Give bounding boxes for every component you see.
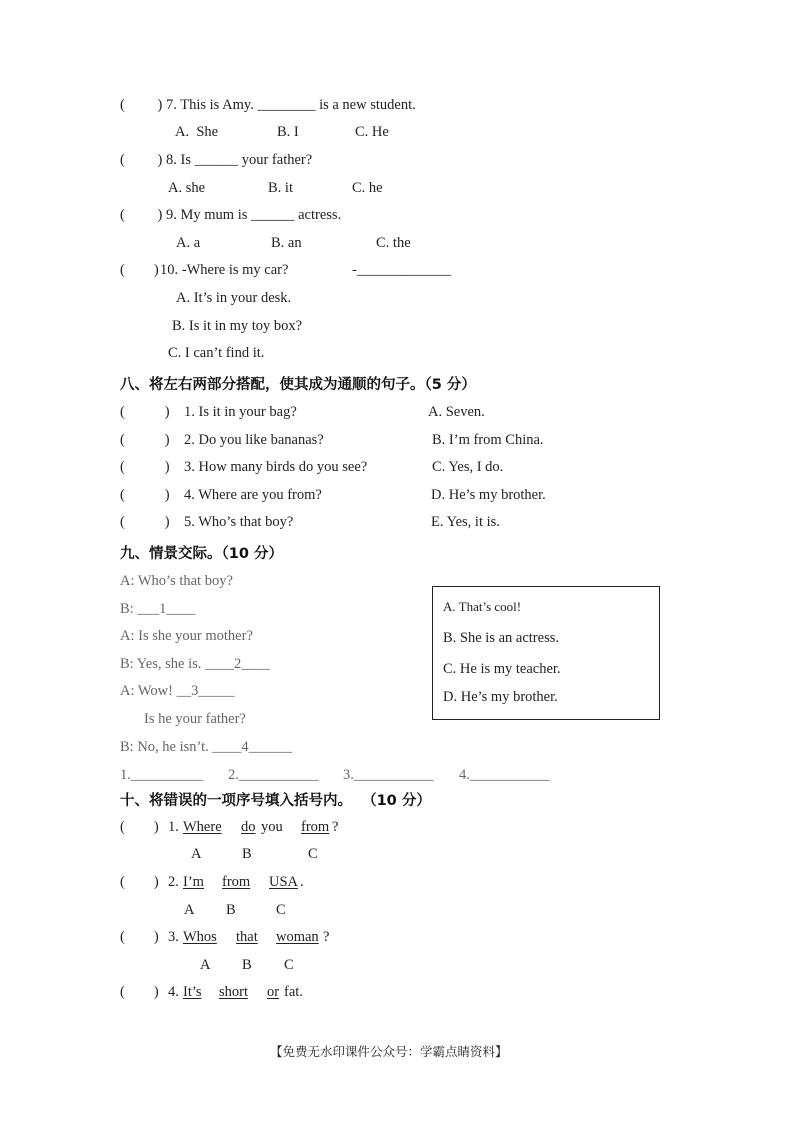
match-answer-b: B. I’m from China. [432, 432, 544, 448]
answer-blank-2[interactable]: 2.___________ [228, 767, 319, 783]
q9-option-c: C. the [376, 235, 411, 251]
err-q1-label-a: A [191, 846, 202, 862]
err-q3-num: 3. [168, 929, 179, 945]
box-option-c: C. He is my teacher. [443, 661, 561, 677]
err-q3-word-a: Whos [183, 929, 217, 945]
q7-option-a: A. She [175, 124, 219, 140]
answer-blank-4[interactable]: 4.___________ [459, 767, 550, 783]
match-question-5: 5. Who’s that boy? [184, 514, 294, 530]
dialog-line-6: Is he your father? [144, 711, 246, 727]
section9-title: 九、情景交际。（10 分） [120, 546, 283, 562]
err-q4-paren[interactable]: ( ) [120, 984, 159, 1000]
err-q1-word-a: Where [183, 819, 222, 835]
box-option-a: A. That’s cool! [443, 599, 522, 614]
match-question-1: 1. Is it in your bag? [184, 404, 297, 420]
q9-text: 9. My mum is ______ actress. [166, 207, 342, 223]
options-box [432, 586, 660, 720]
dialog-line-2[interactable]: B: ___1____ [120, 601, 196, 617]
match-paren-2[interactable]: ( ) [120, 432, 170, 448]
err-q1-paren[interactable]: ( ) [120, 819, 159, 835]
q10-option-b: B. Is it in my toy box? [172, 318, 303, 334]
err-q3-label-c: C [284, 957, 294, 973]
err-q1-label-b: B [242, 846, 252, 862]
err-q1-end: ? [332, 819, 339, 835]
section8-title: 八、将左右两部分搭配，使其成为通顺的句子。（5 分） [120, 377, 476, 393]
err-q1-word-b: do [241, 819, 256, 835]
err-q2-label-a: A [184, 902, 195, 918]
answer-blank-1[interactable]: 1.__________ [120, 767, 204, 783]
answer-blank-3[interactable]: 3.___________ [343, 767, 434, 783]
q8-option-b: B. it [268, 180, 293, 196]
dialog-line-4[interactable]: B: Yes, she is. ____2____ [120, 656, 271, 672]
q9-option-b: B. an [271, 235, 302, 251]
err-q4-word-c: or [267, 984, 280, 1000]
match-question-2: 2. Do you like bananas? [184, 432, 324, 448]
q9-option-a: A. a [176, 235, 201, 251]
err-q3-paren[interactable]: ( ) [120, 929, 159, 945]
err-q1-word-c: from [301, 819, 330, 835]
q8-option-c: C. he [352, 180, 383, 196]
err-q2-num: 2. [168, 874, 179, 890]
err-q4-word-a: It’s [183, 984, 202, 1000]
err-q3-label-b: B [242, 957, 252, 973]
match-paren-1[interactable]: ( ) [120, 404, 170, 420]
err-q2-word-b: from [222, 874, 251, 890]
err-q2-word-c: USA [269, 874, 299, 890]
q10-paren[interactable]: ( ) [120, 262, 159, 278]
err-q4-word-b: short [219, 984, 248, 1000]
q8-text: 8. Is ______ your father? [166, 152, 313, 168]
q10-option-a: A. It’s in your desk. [176, 290, 292, 306]
page-footer: 【免费无水印课件公众号：学霸点睛资料】 [270, 1044, 508, 1059]
dialog-line-7[interactable]: B: No, he isn’t. ____4______ [120, 739, 293, 755]
err-q3-end: ? [323, 929, 330, 945]
err-q4-end: fat. [284, 984, 303, 1000]
q8-option-a: A. she [168, 180, 206, 196]
err-q1-label-c: C [308, 846, 318, 862]
err-q2-label-b: B [226, 902, 236, 918]
q8-paren[interactable]: ( ) [120, 152, 163, 168]
err-q3-word-b: that [236, 929, 258, 945]
err-q1-num: 1. [168, 819, 179, 835]
err-q2-label-c: C [276, 902, 286, 918]
section10-title: 十、将错误的一项序号填入括号内。 （10 分） [120, 793, 431, 809]
match-answer-c: C. Yes, I do. [432, 459, 504, 475]
err-q4-num: 4. [168, 984, 179, 1000]
err-q2-word-a: I’m [183, 874, 204, 890]
match-answer-e: E. Yes, it is. [431, 514, 500, 530]
err-q3-label-a: A [200, 957, 211, 973]
dialog-line-5[interactable]: A: Wow! __3_____ [120, 683, 235, 699]
q7-paren[interactable]: ( ) [120, 97, 163, 113]
err-q2-paren[interactable]: ( ) [120, 874, 159, 890]
err-q2-end: . [300, 874, 304, 890]
match-paren-5[interactable]: ( ) [120, 514, 170, 530]
q7-option-b: B. I [277, 124, 299, 140]
q10-text: 10. -Where is my car? [160, 262, 289, 278]
box-option-d: D. He’s my brother. [443, 689, 558, 705]
err-q3-word-c: woman [276, 929, 319, 945]
q7-option-c: C. He [355, 124, 389, 140]
match-paren-4[interactable]: ( ) [120, 487, 170, 503]
match-answer-a: A. Seven. [428, 404, 485, 420]
match-question-3: 3. How many birds do you see? [184, 459, 368, 475]
dialog-line-3: A: Is she your mother? [120, 628, 253, 644]
q10-answer-line[interactable]: -_____________ [352, 262, 452, 278]
q7-text: 7. This is Amy. ________ is a new student. [166, 97, 416, 113]
match-question-4: 4. Where are you from? [184, 487, 322, 503]
err-q1-mid: you [261, 819, 283, 835]
box-option-b: B. She is an actress. [443, 630, 559, 646]
dialog-line-1: A: Who’s that boy? [120, 573, 233, 589]
match-paren-3[interactable]: ( ) [120, 459, 170, 475]
match-answer-d: D. He’s my brother. [431, 487, 546, 503]
q10-option-c: C. I can’t find it. [168, 345, 265, 361]
q9-paren[interactable]: ( ) [120, 207, 163, 223]
